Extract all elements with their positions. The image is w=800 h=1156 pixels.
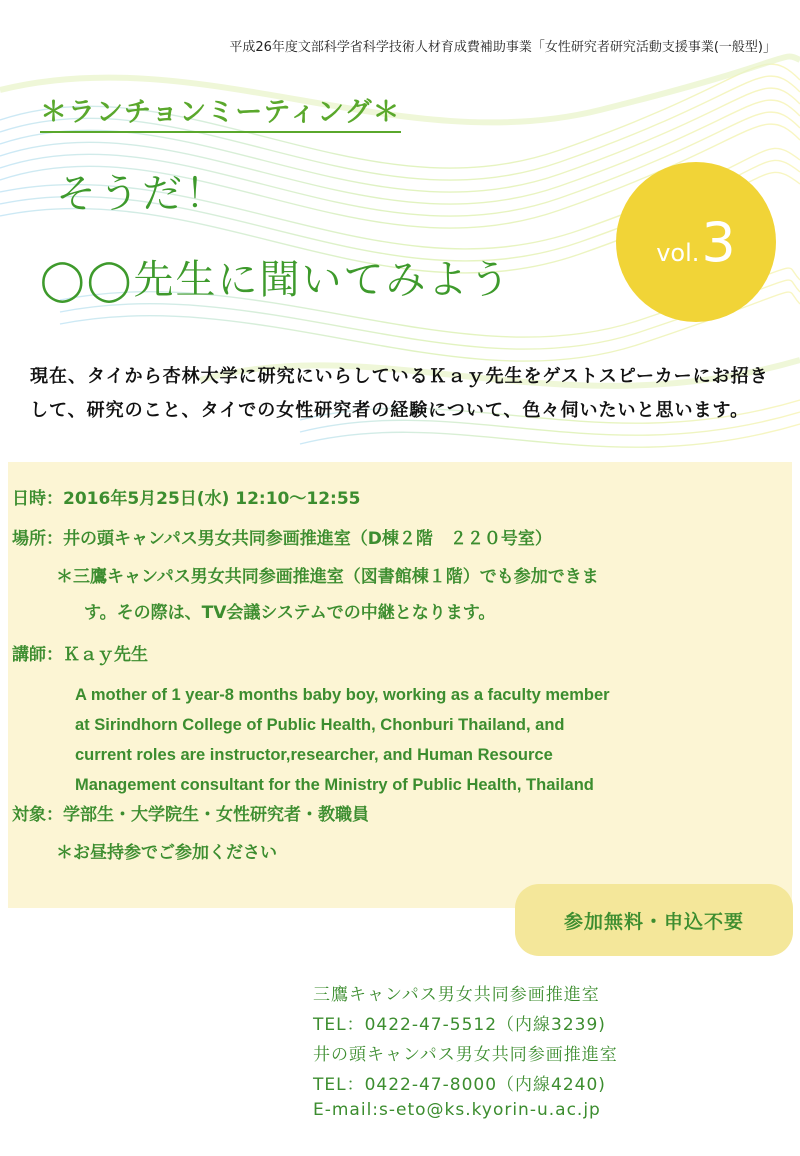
bio-line: at Sirindhorn College of Public Health, Chonburi Thailand, and: [75, 716, 565, 734]
bio-line: Management consultant for the Ministry of Public Health, Thailand: [75, 776, 594, 794]
event-type-heading: ＊ランチョンミーティング＊: [40, 90, 401, 133]
volume-label: vol.: [656, 239, 700, 267]
title-line-1: そうだ！: [56, 171, 228, 217]
funding-note: 平成26年度文部科学省科学技術人材育成費補助事業「女性研究者研究活動支援事業(一般型)」: [229, 40, 776, 55]
free-admission-badge: 参加無料・申込不要: [515, 884, 793, 956]
contact-email[interactable]: E-mail:s-eto@ks.kyorin-u.ac.jp: [313, 1100, 601, 1120]
remote-note-line-2: す。その際は、TV会議システムでの中継となります。: [84, 603, 496, 623]
intro-paragraph: 現在、タイから杏林大学に研究にいらしているＫａｙ先生をゲストスピーカーにお招きして、研究のこと、タイでの女性研究者の経験について、色々伺いたいと思います。: [30, 366, 769, 421]
remote-note-line-1: ＊三鷹キャンパス男女共同参画推進室（図書館棟１階）でも参加できま: [56, 567, 599, 587]
date-line: 日時：2016年5月25日(水) 12:10～12:55: [12, 489, 361, 509]
lecturer-bio: [75, 680, 780, 800]
volume-badge: [616, 162, 776, 322]
place-line: 場所：井の頭キャンパス男女共同参画推進室（D棟２階 ２２０号室）: [12, 529, 552, 549]
bio-line: current roles are instructor,researcher, and Human Resource: [75, 746, 553, 764]
contact-tel-inokashira: TEL：0422-47-8000（内線4240): [313, 1075, 606, 1095]
lunch-note: ＊お昼持参でご参加ください: [56, 843, 277, 863]
contact-office-inokashira: 井の頭キャンパス男女共同参画推進室: [313, 1045, 618, 1065]
event-details-box: [8, 462, 792, 908]
bio-line: A mother of 1 year-8 months baby boy, working as a faculty member: [75, 686, 610, 704]
title-line-2: ◯◯先生に聞いてみよう: [40, 257, 512, 303]
contact-tel-mitaka: TEL：0422-47-5512（内線3239): [313, 1015, 606, 1035]
audience-line: 対象：学部生・大学院生・女性研究者・教職員: [12, 805, 369, 825]
volume-number: 3: [701, 210, 736, 274]
contact-office-mitaka: 三鷹キャンパス男女共同参画推進室: [313, 985, 600, 1005]
lecturer-line: 講師：Ｋａｙ先生: [12, 645, 148, 665]
